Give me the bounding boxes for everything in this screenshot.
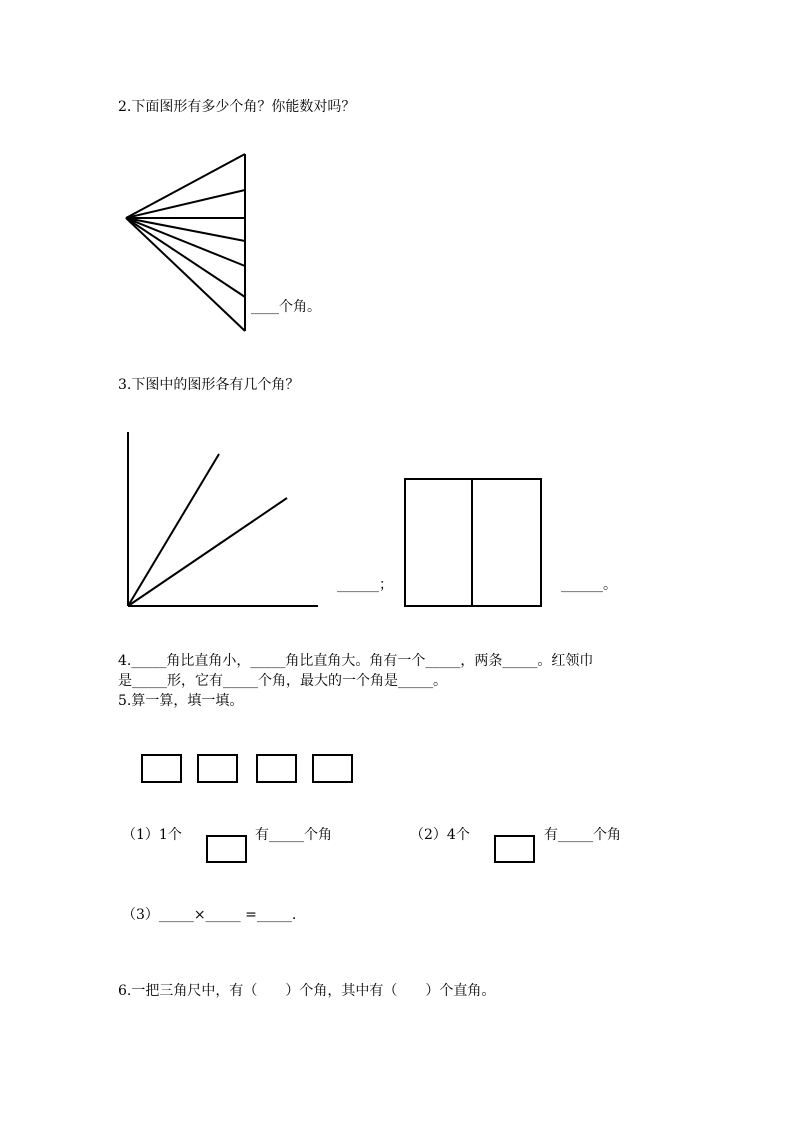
q4-line-1: 4._____角比直角小，_____角比直角大。角有一个_____，两条_____。红领巾 — [118, 653, 594, 669]
q5-part2-suffix: 有_____个角 — [544, 827, 621, 843]
q5-part1-suffix: 有_____个角 — [255, 827, 332, 843]
q5-part3: （3）_____×_____ =_____. — [122, 907, 297, 923]
q4-line-2: 是_____形，它有_____个角，最大的一个角是_____。 — [118, 673, 447, 689]
q3-rays-figure — [128, 432, 318, 606]
q3-blank-1: ______； — [337, 577, 393, 593]
q5-part1-rectangle — [206, 835, 247, 863]
q5-part2-prefix: （2）4个 — [410, 827, 470, 843]
fan-ray — [126, 154, 245, 218]
small-rectangle — [256, 754, 297, 783]
fan-ray — [126, 218, 245, 331]
q6-text: 6.一把三角尺中，有（ ）个角，其中有（ ）个直角。 — [118, 983, 496, 999]
q2-fan-figure — [126, 154, 245, 331]
q5-part1-prefix: （1）1个 — [122, 827, 182, 843]
ray-steep — [128, 454, 219, 606]
q5-part2-rectangle — [494, 835, 535, 863]
q5-title: 5.算一算，填一填。 — [118, 693, 244, 709]
q3-blank-2: ______。 — [561, 577, 617, 593]
q2-answer: ____个角。 — [251, 299, 321, 315]
q3-rectangle-figure — [405, 479, 541, 606]
small-rectangle — [141, 754, 182, 783]
fan-ray — [126, 218, 245, 266]
small-rectangle — [197, 754, 238, 783]
q2-title: 2.下面图形有多少个角？你能数对吗？ — [118, 99, 356, 115]
ray-shallow — [128, 498, 287, 606]
q3-title: 3.下图中的图形各有几个角？ — [118, 377, 300, 393]
fan-ray — [126, 190, 245, 218]
small-rectangle — [312, 754, 353, 783]
